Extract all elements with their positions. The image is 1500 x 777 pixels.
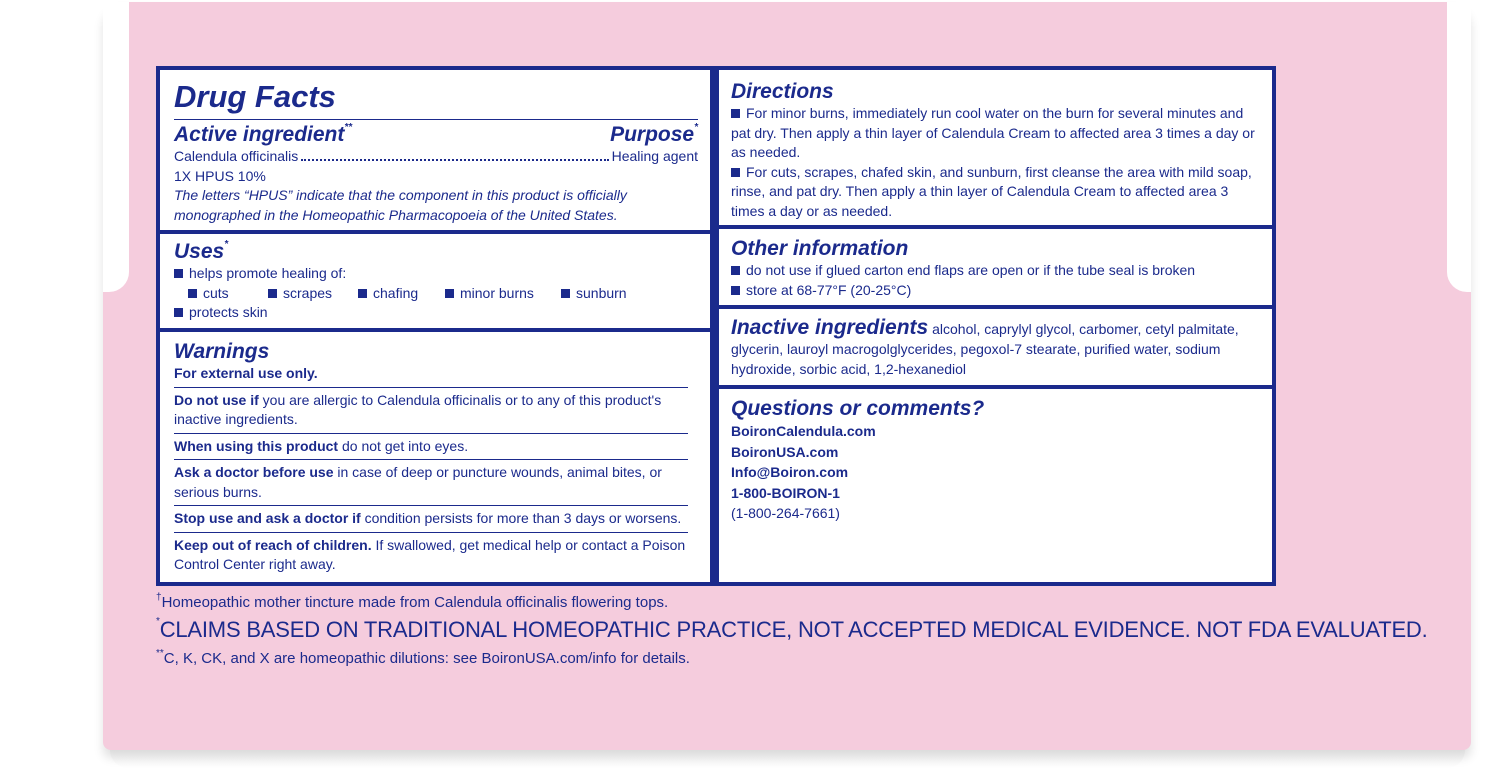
ingredient-purpose: Healing agent: [611, 148, 698, 164]
stop-use-warning: Stop use and ask a doctor if condition persists for more than 3 days or worsens.: [174, 510, 682, 526]
ingredient-purpose-row: [174, 147, 698, 167]
uses-list: [174, 284, 698, 304]
directions-heading: Directions: [731, 80, 834, 103]
bullet-icon: [561, 289, 570, 298]
questions-heading: Questions or comments?: [731, 397, 985, 420]
ingredient-name: Calendula officinalis: [174, 148, 299, 164]
divider: [174, 119, 698, 120]
contact-phone-numeric: (1-800-264-7661): [731, 505, 840, 521]
bullet-icon: [174, 308, 183, 317]
bullet-icon: [174, 269, 183, 278]
hpus-note: The letters “HPUS” indicate that the component in this product is officially monographed in the Homeopathic Pharmacopoeia of the United States.: [174, 187, 627, 223]
inactive-ingredients-section: [719, 309, 1272, 385]
bullet-icon: [445, 289, 454, 298]
directions-section: [719, 70, 1272, 225]
active-ingredient-heading: Active ingredient**: [174, 122, 353, 146]
contact-email[interactable]: Info@Boiron.com: [731, 464, 849, 480]
do-not-use-warning: Do not use if you are allergic to Calendula officinalis or to any of this product's inactive ingredients.: [174, 391, 662, 427]
other-information-heading: Other information: [731, 237, 909, 260]
contact-website[interactable]: BoironUSA.com: [731, 443, 839, 460]
uses-last: protects skin: [174, 303, 698, 323]
directions-item: For cuts, scrapes, chafed skin, and sunburn, first cleanse the area with mild soap, rinse, and pat dry. Then apply a thin layer of Calendula Cream to affected area 3 times a day or as needed.: [731, 163, 1252, 219]
other-information-section: [719, 229, 1272, 305]
warnings-section: [160, 332, 710, 582]
dilutions-footnote: **C, K, CK, and X are homeopathic dilutions: see BoironUSA.com/info for details.: [156, 648, 690, 667]
claims-disclaimer: *CLAIMS BASED ON TRADITIONAL HOMEOPATHIC PRACTICE, NOT ACCEPTED MEDICAL EVIDENCE. NOT FDA EVALUATED.: [156, 616, 1428, 642]
carton-shadow: [110, 750, 1465, 768]
drug-facts-panel: [156, 66, 1276, 586]
use-item: chafing: [358, 284, 445, 304]
uses-intro: helps promote healing of:: [174, 264, 698, 284]
inactive-ingredients-text: Inactive ingredients alcohol, caprylyl glycol, carbomer, cetyl palmitate, glycerin, lauroyl macrogolglycerides, pegoxol-7 stearate, purified water, sodium hydroxide, sorbic acid, 1,2-hexanediol: [731, 316, 1239, 377]
purpose-heading: Purpose*: [610, 122, 698, 146]
questions-section: [719, 389, 1272, 582]
use-item: sunburn: [561, 284, 627, 304]
other-info-item: store at 68-77°F (20-25°C): [731, 281, 1258, 301]
leader-dots: [301, 159, 608, 161]
ingredient-strength: 1X HPUS 10%: [174, 167, 266, 184]
carton-right-notch: [1447, 2, 1471, 292]
active-ingredient-section: [160, 70, 710, 230]
ask-doctor-warning: Ask a doctor before use in case of deep or puncture wounds, animal bites, or serious burns.: [174, 464, 662, 500]
warnings-heading: Warnings: [174, 340, 270, 363]
bullet-icon: [731, 168, 740, 177]
use-item: minor burns: [445, 284, 561, 304]
bullet-icon: [731, 286, 740, 295]
bullet-icon: [731, 266, 740, 275]
keep-out-warning: Keep out of reach of children. If swallowed, get medical help or contact a Poison Control Center right away.: [174, 536, 686, 572]
external-use-warning: For external use only.: [174, 365, 318, 381]
carton-left-notch: [103, 2, 129, 292]
uses-section: [160, 234, 710, 328]
uses-heading: Uses*: [174, 239, 229, 263]
other-info-item: do not use if glued carton end flaps are open or if the tube seal is broken: [731, 261, 1258, 281]
bullet-icon: [268, 289, 277, 298]
bullet-icon: [188, 289, 197, 298]
active-header-row: [174, 123, 698, 147]
bullet-icon: [731, 109, 740, 118]
use-item: cuts: [188, 284, 268, 304]
contact-website[interactable]: BoironCalendula.com: [731, 423, 876, 439]
use-item: scrapes: [268, 284, 358, 304]
bullet-icon: [358, 289, 367, 298]
dagger-footnote: †Homeopathic mother tincture made from Calendula officinalis flowering tops.: [156, 592, 669, 611]
when-using-warning: When using this product do not get into eyes.: [174, 437, 469, 454]
contact-phone[interactable]: 1-800-BOIRON-1: [731, 484, 840, 501]
drug-facts-title: Drug Facts: [174, 79, 336, 114]
directions-item: For minor burns, immediately run cool water on the burn for several minutes and pat dry. Then apply a thin layer of Calendula Cream to affected area 3 times a day or as needed.: [731, 105, 1255, 160]
